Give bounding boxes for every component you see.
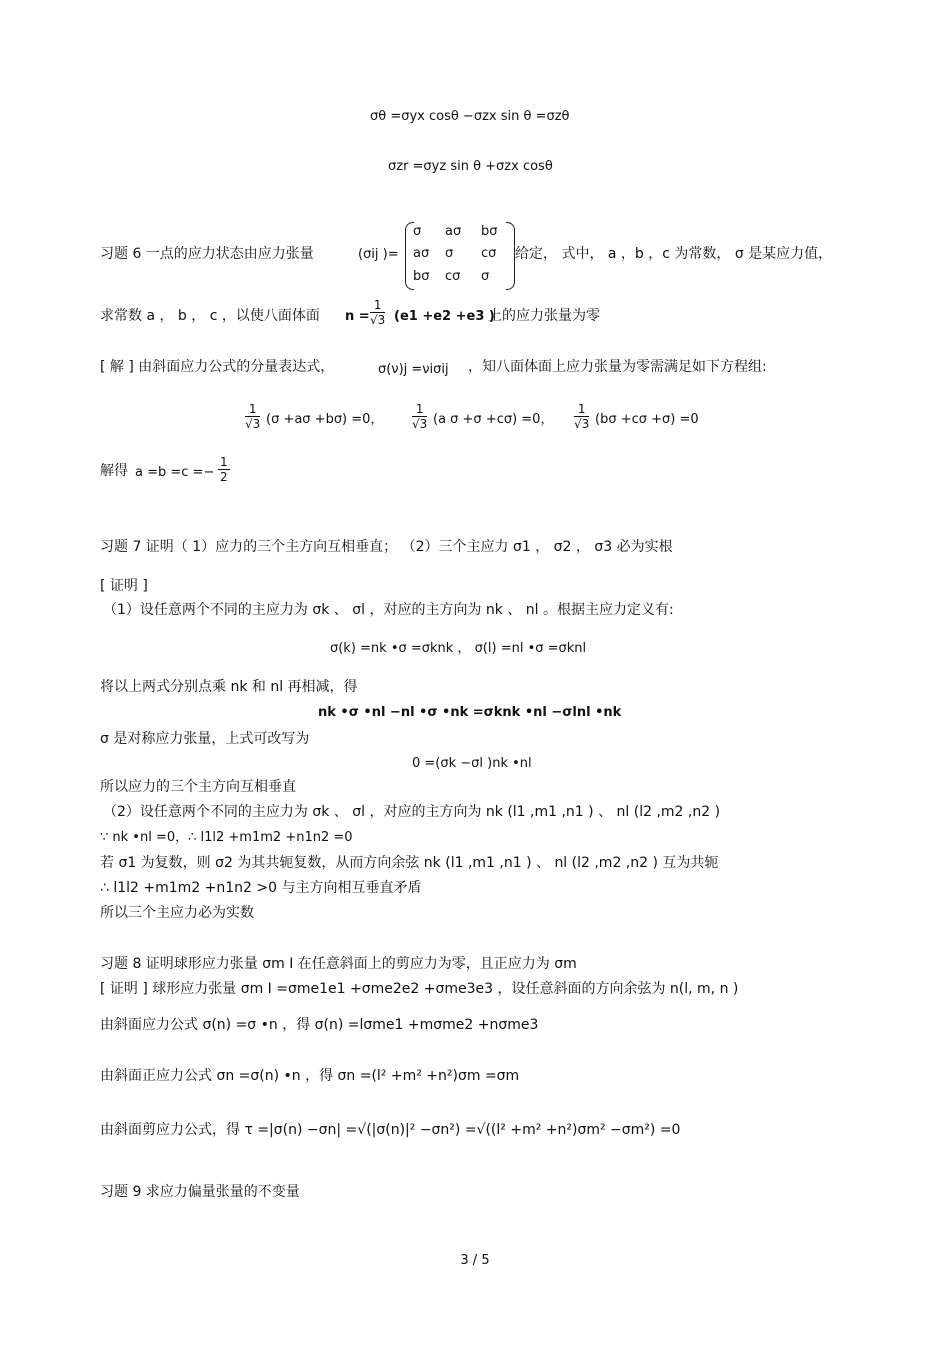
fraction-numerator: 1 [245, 402, 260, 417]
matrix-cell: σ [445, 246, 454, 261]
p8-proof: [ 证明 ] 球形应力张量 σm I =σme1e1 +σme2e2 +σme3e3 ，设任意斜面的方向余弦为 n(l, m, n ) [100, 981, 739, 997]
p6-solution-post: ，知八面体面上应力张量为零需满足如下方程组: [468, 359, 767, 375]
p6-line2-text: 求常数 a ， b ， c ，以使八面体面 [100, 308, 320, 324]
p6-octa-vector: (e1 +e2 +e3 ) [394, 309, 495, 324]
equation-sigma-theta: σθ =σyx cosθ −σzx sin θ =σzθ [370, 109, 570, 124]
p7-proof-label: [ 证明 ] [100, 578, 148, 594]
fraction-numerator: 1 [370, 298, 385, 313]
p6-line2-post: 上的应力张量为零 [488, 308, 600, 324]
p7-statement-9: 所以三个主应力必为实数 [100, 905, 254, 921]
p6-intro: 习题 6 一点的应力状态由应力张量 [100, 246, 314, 262]
p6-given-text: 给定， 式中， a ，b ，c 为常数， σ 是某应力值， [515, 246, 833, 262]
matrix-cell: aσ [413, 246, 430, 261]
fraction-denominator: √3 [574, 417, 590, 431]
p7-equation-1: σ(k) =nk •σ =σknk ， σ(l) =nl •σ =σknl [330, 641, 587, 656]
fraction-numerator: 1 [412, 402, 427, 417]
fraction-numerator: 1 [574, 402, 589, 417]
matrix-cell: σ [481, 269, 490, 284]
p7-statement-7: 若 σ1 为复数，则 σ2 为其共轭复数，从而方向余弦 nk (l1 ,m1 ,n1 ) 、 nl (l2 ,m2 ,n2 ) 互为共轭 [100, 855, 719, 871]
p7-statement-8: ∴ l1l2 +m1m2 +n1n2 >0 与主方向相互垂直矛盾 [100, 880, 422, 896]
p6-fraction [370, 298, 385, 327]
fraction-denominator: √3 [370, 313, 386, 327]
fraction-numerator: 1 [220, 455, 228, 469]
p6-equation-c: (bσ +cσ +σ) =0 [595, 412, 699, 427]
p6-stress-symbol: (σij )= [358, 247, 399, 262]
p6-equation-a: (σ +aσ +bσ) =0， [266, 412, 384, 427]
matrix-cell: cσ [445, 269, 461, 284]
matrix-cell: σ [413, 224, 422, 239]
p6-eq-a-fraction [245, 402, 260, 431]
matrix-right-paren [506, 222, 515, 290]
p7-statement-1: （1）设任意两个不同的主应力为 σk 、 σl ，对应的主方向为 nk 、 nl 。根据主应力定义有: [103, 602, 674, 618]
p7-equation-2: nk •σ •nl −nl •σ •nk =σknk •nl −σlnl •nk [318, 705, 622, 720]
p7-title: 习题 7 证明（ 1）应力的三个主方向互相垂直； （2）三个主应力 σ1 ， σ2 ， σ3 必为实根 [100, 539, 673, 555]
p7-statement-4: 所以应力的三个主方向互相垂直 [100, 779, 296, 795]
p6-stress-matrix [405, 222, 515, 290]
p7-statement-3: σ 是对称应力张量，上式可改写为 [100, 731, 310, 747]
p7-statement-2: 将以上两式分别点乘 nk 和 nl 再相减，得 [100, 679, 358, 695]
p6-octa-normal: n = [345, 309, 370, 324]
p8-line-2: 由斜面正应力公式 σn =σ(n) •n ，得 σn =(l² +m² +n²)σm =σm [100, 1068, 520, 1084]
p6-eq-c-fraction [574, 402, 589, 431]
matrix-cell: aσ [445, 224, 462, 239]
p7-equation-3: 0 =(σk −σl )nk •nl [412, 756, 532, 771]
p6-eq-b-fraction [412, 402, 427, 431]
p8-line-3: 由斜面剪应力公式，得 τ =|σ(n) −σn| =√(|σ(n)|² −σn²) =√((l² +m² +n²)σm² −σm²) =0 [100, 1122, 681, 1138]
matrix-cell: bσ [481, 224, 498, 239]
fraction-denominator: √3 [245, 417, 261, 431]
p6-answer-fraction [218, 455, 230, 484]
p6-equation-b: (a σ +σ +cσ) =0， [433, 412, 554, 427]
fraction-denominator: √3 [412, 417, 428, 431]
p9-title: 习题 9 求应力偏量张量的不变量 [100, 1184, 300, 1200]
p6-oblique-formula: σ(ν)j =νiσij [378, 362, 449, 377]
equation-sigma-zr: σzr =σyz sin θ +σzx cosθ [388, 159, 553, 174]
p6-answer-label: 解得 [100, 463, 128, 479]
fraction-denominator: 2 [220, 470, 228, 484]
p7-statement-6: ∵ nk •nl =0，∴ l1l2 +m1m2 +n1n2 =0 [100, 830, 353, 845]
p6-solution-intro: [ 解 ] 由斜面应力公式的分量表达式， [100, 359, 335, 375]
p7-statement-5: （2）设任意两个不同的主应力为 σk 、 σl ，对应的主方向为 nk (l1 ,m1 ,n1 ) 、 nl (l2 ,m2 ,n2 ) [103, 804, 721, 820]
matrix-cell: bσ [413, 269, 430, 284]
p8-title: 习题 8 证明球形应力张量 σm I 在任意斜面上的剪应力为零，且正应力为 σm [100, 956, 577, 972]
page-number: 3 / 5 [460, 1253, 490, 1268]
p8-line-1: 由斜面应力公式 σ(n) =σ •n ，得 σ(n) =lσme1 +mσme2 +nσme3 [100, 1017, 539, 1033]
matrix-cell: cσ [481, 246, 497, 261]
p6-answer: a =b =c =− [135, 465, 215, 480]
